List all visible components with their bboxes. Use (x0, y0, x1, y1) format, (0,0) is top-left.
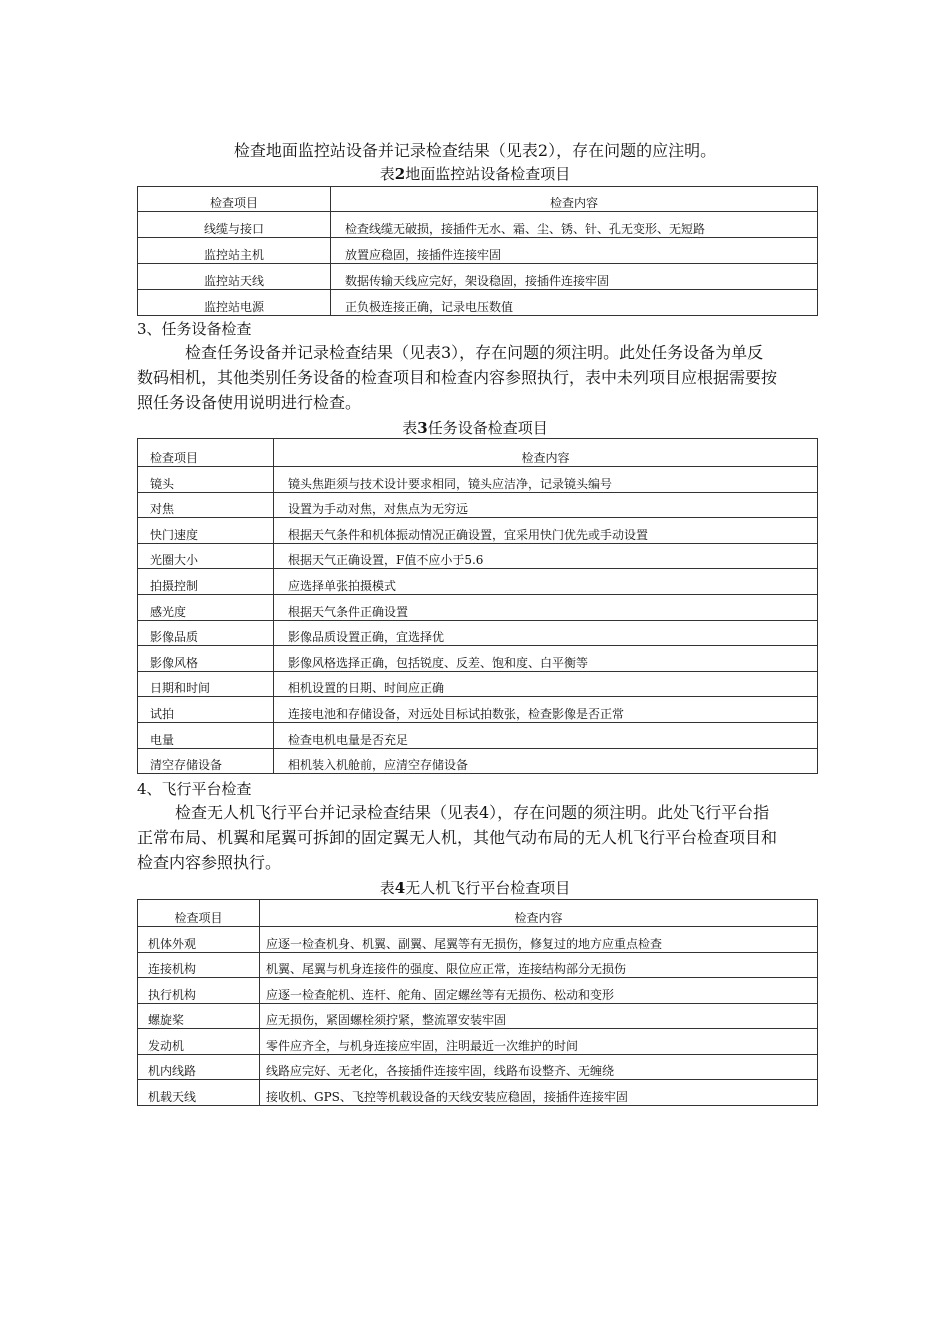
table4 (137, 899, 818, 1106)
table-row (138, 594, 818, 620)
para-line: 照任务设备使用说明进行检查。 (137, 393, 362, 412)
row-content: 相机设置的日期、时间应正确 (274, 671, 818, 697)
row-item: 电量 (138, 722, 274, 748)
row-content: 数据传输天线应完好，架设稳固，接插件连接牢固 (331, 264, 818, 290)
row-content: 应逐一检查机身、机翼、副翼、尾翼等有无损伤，修复过的地方应重点检查 (260, 927, 818, 953)
row-content: 接收机、GPS、飞控等机载设备的天线安装应稳固，接插件连接牢固 (260, 1080, 818, 1106)
header-item: 检查项目 (138, 187, 331, 212)
header-content: 检查内容 (274, 439, 818, 467)
row-item: 感光度 (138, 594, 274, 620)
intro-paragraph: 检查地面监控站设备并记录检查结果（见表2），存在问题的应注明。 (233, 141, 717, 160)
table-row (138, 1029, 818, 1055)
row-item: 快门速度 (138, 518, 274, 544)
header-content: 检查内容 (331, 187, 818, 212)
row-content: 设置为手动对焦，对焦点为无穷远 (274, 492, 818, 518)
table4-caption: 表4无人机飞行平台检查项目 (379, 879, 571, 897)
row-item: 试拍 (138, 697, 274, 723)
section4-heading: 4、飞行平台检查 (137, 780, 252, 798)
row-item: 拍摄控制 (138, 569, 274, 595)
row-item: 监控站主机 (138, 238, 331, 264)
header-item: 检查项目 (138, 439, 274, 467)
row-content: 正负极连接正确，记录电压数值 (331, 290, 818, 316)
row-item: 日期和时间 (138, 671, 274, 697)
row-item: 连接机构 (138, 952, 260, 978)
table-row (138, 518, 818, 544)
table-row (138, 290, 818, 316)
table-header-row (138, 439, 818, 467)
row-content: 应无损伤，紧固螺栓须拧紧，整流罩安装牢固 (260, 1003, 818, 1029)
para-line: 数码相机，其他类别任务设备的检查项目和检查内容参照执行，表中未列项目应根据需要按 (137, 368, 778, 387)
table-row (138, 620, 818, 646)
table2-caption: 表2地面监控站设备检查项目 (379, 165, 571, 183)
row-content: 镜头焦距须与技术设计要求相同，镜头应洁净，记录镜头编号 (274, 467, 818, 493)
row-item: 机体外观 (138, 927, 260, 953)
row-content: 影像风格选择正确，包括锐度、反差、饱和度、白平衡等 (274, 646, 818, 672)
table-row (138, 952, 818, 978)
para-line: 检查内容参照执行。 (137, 853, 282, 872)
table3 (137, 438, 818, 774)
header-item: 检查项目 (138, 900, 260, 927)
row-item: 执行机构 (138, 978, 260, 1004)
row-item: 螺旋桨 (138, 1003, 260, 1029)
para-line: 检查无人机飞行平台并记录检查结果（见表4），存在问题的须注明。此处飞行平台指 (175, 803, 770, 822)
row-item: 镜头 (138, 467, 274, 493)
table-row (138, 569, 818, 595)
row-item: 对焦 (138, 492, 274, 518)
row-content: 机翼、尾翼与机身连接件的强度、限位应正常，连接结构部分无损伤 (260, 952, 818, 978)
row-item: 影像风格 (138, 646, 274, 672)
row-content: 影像品质设置正确，宜选择优 (274, 620, 818, 646)
table-row (138, 1003, 818, 1029)
header-content: 检查内容 (260, 900, 818, 927)
table-row (138, 264, 818, 290)
table-row (138, 671, 818, 697)
row-content: 应逐一检查舵机、连杆、舵角、固定螺丝等有无损伤、松动和变形 (260, 978, 818, 1004)
row-item: 线缆与接口 (138, 212, 331, 238)
table-row (138, 646, 818, 672)
row-item: 影像品质 (138, 620, 274, 646)
table-row (138, 1054, 818, 1080)
table-row (138, 467, 818, 493)
row-content: 检查电机电量是否充足 (274, 722, 818, 748)
table-row (138, 697, 818, 723)
table-row (138, 1080, 818, 1106)
table-header-row (138, 900, 818, 927)
table-row (138, 927, 818, 953)
row-content: 放置应稳固，接插件连接牢固 (331, 238, 818, 264)
row-item: 清空存储设备 (138, 748, 274, 774)
row-content: 根据天气条件和机体振动情况正确设置，宜采用快门优先或手动设置 (274, 518, 818, 544)
table-row (138, 212, 818, 238)
section4-paragraph (137, 800, 817, 875)
table-row (138, 722, 818, 748)
section3-paragraph (137, 340, 817, 415)
row-content: 检查线缆无破损，接插件无水、霜、尘、锈、针、孔无变形、无短路 (331, 212, 818, 238)
row-item: 光圈大小 (138, 543, 274, 569)
para-line: 检查任务设备并记录检查结果（见表3），存在问题的须注明。此处任务设备为单反 (185, 343, 764, 362)
para-line: 正常布局、机翼和尾翼可拆卸的固定翼无人机，其他气动布局的无人机飞行平台检查项目和 (137, 828, 778, 847)
table-row (138, 238, 818, 264)
row-content: 连接电池和存储设备，对远处目标试拍数张，检查影像是否正常 (274, 697, 818, 723)
table-header-row (138, 187, 818, 212)
row-item: 监控站天线 (138, 264, 331, 290)
table-row (138, 492, 818, 518)
table-row (138, 978, 818, 1004)
row-content: 根据天气正确设置，F值不应小于5.6 (274, 543, 818, 569)
table-row (138, 748, 818, 774)
table-row (138, 543, 818, 569)
row-content: 根据天气条件正确设置 (274, 594, 818, 620)
row-content: 线路应完好、无老化，各接插件连接牢固，线路布设整齐、无缠绕 (260, 1054, 818, 1080)
row-item: 机载天线 (138, 1080, 260, 1106)
section3-heading: 3、任务设备检查 (137, 320, 252, 338)
row-content: 应选择单张拍摄模式 (274, 569, 818, 595)
row-item: 发动机 (138, 1029, 260, 1055)
row-content: 零件应齐全，与机身连接应牢固，注明最近一次维护的时间 (260, 1029, 818, 1055)
row-item: 监控站电源 (138, 290, 331, 316)
row-content: 相机装入机舱前，应清空存储设备 (274, 748, 818, 774)
row-item: 机内线路 (138, 1054, 260, 1080)
table3-caption: 表3任务设备检查项目 (402, 419, 548, 437)
table2 (137, 186, 818, 316)
